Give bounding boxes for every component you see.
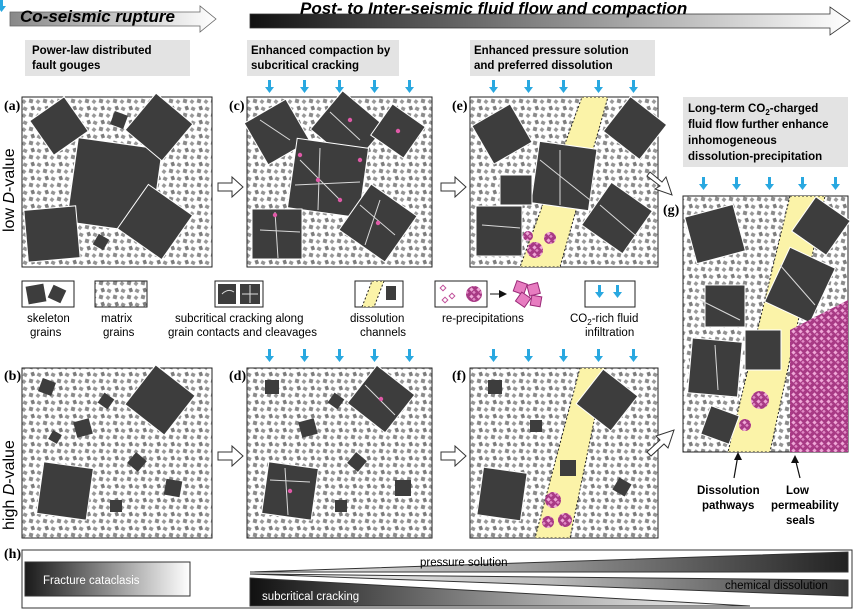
stage-label-e-line2: and preferred dissolution xyxy=(474,60,613,72)
panel-label-c: (c) xyxy=(229,99,245,114)
panel-d xyxy=(247,365,432,538)
legend-co2-l1: $CO_2$-rich fluid xyxy=(570,313,639,327)
legend-crack-l1: subcritical cracking along xyxy=(175,313,304,325)
legend-skeleton-l1: skeleton xyxy=(27,313,70,325)
legend-co2-swatch xyxy=(585,281,635,307)
fluid-arrows-f xyxy=(489,349,638,362)
legend-dissolution-l1: dissolution xyxy=(350,313,405,325)
bar-label-fracture: Fracture cataclasis xyxy=(43,575,140,587)
bar-label-pressure: pressure solution xyxy=(420,557,508,569)
legend-matrix-l1: matrix xyxy=(101,313,133,325)
panel-label-a: (a) xyxy=(4,99,21,114)
coseismic-header: Co-seismic rupture xyxy=(20,7,175,26)
fluid-arrows-d xyxy=(265,349,414,362)
stage-label-g-line1: Long-term $CO_2$-charged xyxy=(688,103,819,117)
panel-label-g: (g) xyxy=(663,203,680,218)
legend-reprecip: re-precipitations xyxy=(442,313,524,325)
annotation-dissolution-l1: Dissolution xyxy=(697,485,760,497)
stage-label-a-line1: Power-law distributed xyxy=(32,45,152,57)
panel-e xyxy=(470,97,667,267)
postseismic-header: Post- to Inter-seismic fluid flow and compaction xyxy=(300,0,688,18)
stage-label-e-line1: Enhanced pressure solution xyxy=(474,45,629,57)
skeleton-grain xyxy=(24,206,80,262)
row-label-high: high D-value xyxy=(1,440,18,530)
legend-matrix-l2: grains xyxy=(103,327,135,339)
co2-fluid-arrows xyxy=(0,0,6,12)
fluid-arrows-c xyxy=(265,80,414,93)
panel-c xyxy=(244,91,432,267)
annotation-seals-l3: seals xyxy=(786,515,815,527)
annotation-seals-l2: permeability xyxy=(771,500,839,512)
bar-label-chemical: chemical dissolution xyxy=(725,580,828,592)
annotation-dissolution-l2: pathways xyxy=(702,500,755,512)
panel-f xyxy=(470,368,658,538)
annotation-seals-l1: Low xyxy=(786,485,809,497)
panel-label-h: (h) xyxy=(4,547,22,562)
panel-b xyxy=(22,365,212,538)
panel-a xyxy=(22,93,212,267)
stage-label-g-line2: fluid flow further enhance xyxy=(688,119,829,131)
panel-label-d: (d) xyxy=(229,369,247,384)
legend-skeleton-l2: grains xyxy=(30,327,62,339)
panel-label-e: (e) xyxy=(452,99,468,114)
stage-label-c-line2: subcritical cracking xyxy=(251,60,360,72)
fluid-arrows-g xyxy=(699,177,840,190)
panel-g xyxy=(683,196,850,452)
stage-label-g-line3: inhomogeneous xyxy=(688,135,777,147)
legend-dissolution-l2: channels xyxy=(360,327,407,339)
fluid-arrows-e xyxy=(489,80,638,93)
stage-label-c-line1: Enhanced compaction by xyxy=(251,45,391,57)
legend xyxy=(22,281,635,308)
legend-crack-l2: grain contacts and cleavages xyxy=(168,327,317,339)
panel-label-b: (b) xyxy=(4,369,22,384)
legend-matrix-swatch xyxy=(95,281,147,307)
stage-label-a-line2: fault gouges xyxy=(32,60,101,72)
legend-co2-l2: infiltration xyxy=(585,327,635,339)
stage-label-g-line4: dissolution-precipitation xyxy=(688,151,823,163)
bar-label-subcritical: subcritical cracking xyxy=(262,591,360,603)
row-label-low: low D-value xyxy=(1,148,18,232)
panel-label-f: (f) xyxy=(452,369,466,384)
